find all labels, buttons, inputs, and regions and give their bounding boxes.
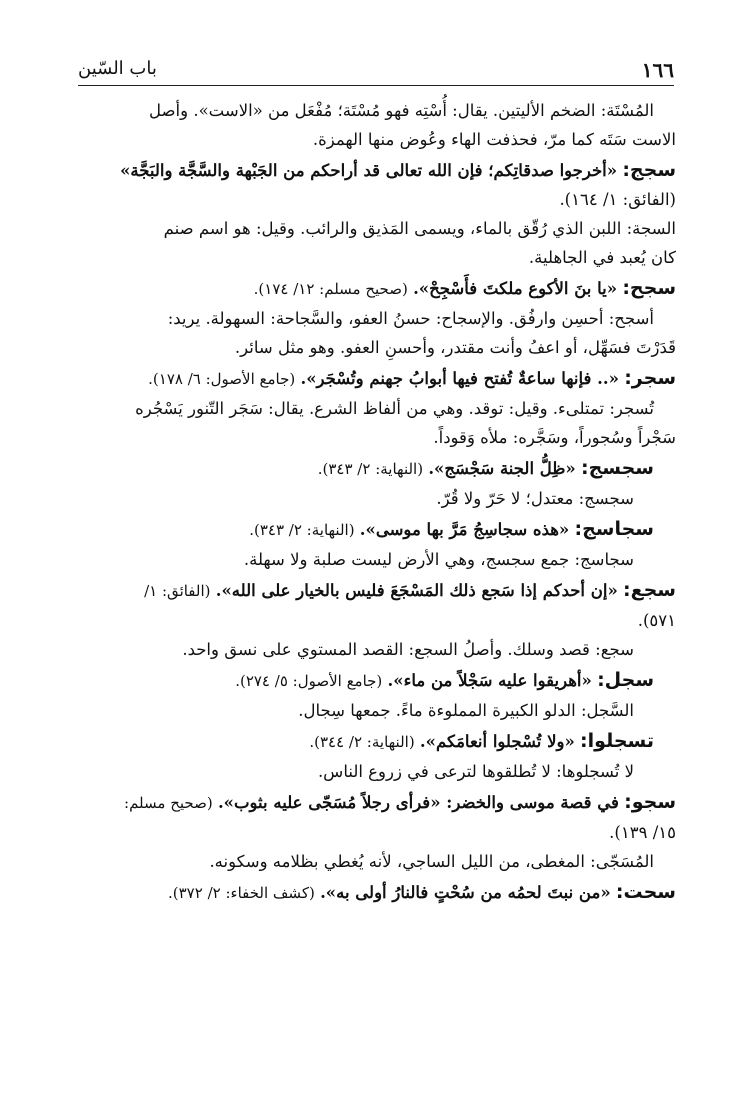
dictionary-entry xyxy=(78,515,676,545)
source-citation: (صحيح مسلم: xyxy=(124,794,213,812)
dictionary-entry xyxy=(78,878,676,908)
entry-keyword: سحت: xyxy=(615,881,676,903)
hadith-text: «من نبتَ لحمُه من سُحْتٍ فالنارُ أولى به». xyxy=(320,883,611,902)
entry-keyword: تسجلوا: xyxy=(580,730,654,752)
entry-keyword: سجسج: xyxy=(580,457,654,479)
entry-keyword: سجو: xyxy=(624,791,676,813)
text-line: سجاسج: جمع سجسج، وهي الأرض ليست صلبة ولا سهلة. xyxy=(243,550,634,569)
chapter-title: باب السّين xyxy=(78,58,157,79)
dictionary-entry xyxy=(78,727,676,757)
text-line: المُسْتَة: الضخم الأليتين. يقال: أُسْتِه فهو مُسْتَة؛ مُفْعَل من «الاست». وأصل xyxy=(149,101,654,120)
entry-keyword: سجح: xyxy=(622,277,676,299)
text-line: تُسجر: تمتلىء. وقيل: توقد. وهي من ألفاظ الشرع. يقال: سَجَر التّنور يَسْجُره xyxy=(135,399,654,418)
header-rule xyxy=(78,85,674,86)
source-citation: (النهاية: ٢/ ٣٤٣). xyxy=(317,460,424,478)
source-citation: (النهاية: ٢/ ٣٤٣). xyxy=(249,521,355,539)
entry-keyword: سجل: xyxy=(597,669,654,691)
text-line: قَدَرْتَ فسَهِّل، أو اعفُ وأنت مقتدر، وأحسنِ العفو. وهو مثل سائر. xyxy=(234,338,676,357)
entry-keyword: سجر: xyxy=(624,367,676,389)
dictionary-entry xyxy=(78,156,676,185)
hadith-text: «ولا تُسْجلوا أنعامَكم». xyxy=(419,732,575,751)
text-line: ١٥/ ١٣٩). xyxy=(609,823,676,842)
entry-keyword: سجع: xyxy=(623,579,676,601)
hadith-text: «ظِلُّ الجنة سَجْسَج». xyxy=(428,459,576,478)
dictionary-entry xyxy=(78,364,676,394)
document-body xyxy=(78,96,676,908)
hadith-text: «أخرجوا صدقاتِكم؛ فإن الله تعالى قد أراحكم من الجَبْهة والسَّجَّة والبَجَّة» xyxy=(120,161,618,180)
hadith-text: في قصة موسى والخضر: «فرأى رجلاً مُسَجّى عليه بثوب». xyxy=(217,793,619,812)
dictionary-entry xyxy=(78,576,676,606)
source-citation: (النهاية: ٢/ ٣٤٤). xyxy=(309,733,415,751)
text-line: السَّجل: الدلو الكبيرة المملوءة ماءً. جمعها سِجال. xyxy=(298,701,634,720)
text-line: كان يُعبد في الجاهلية. xyxy=(528,248,676,267)
hadith-text: «إن أحدكم إذا سَجع ذلك المَسْجَعَ فليس بالخيار على الله». xyxy=(215,581,618,600)
dictionary-entry xyxy=(78,788,676,818)
source-citation: (الفائق: ١/ xyxy=(144,582,211,600)
hadith-text: «يا بنَ الأكوع ملكتَ فأَسْجِحْ». xyxy=(413,279,618,298)
entry-keyword: سجاسج: xyxy=(574,518,654,540)
hadith-text: «أهريقوا عليه سَجْلاً من ماء». xyxy=(387,671,592,690)
hadith-text: «.. فإنها ساعةٌ تُفتح فيها أبوابُ جهنم وتُسْجَر». xyxy=(300,369,619,388)
text-line: الاست سَتَه كما مرّ، فحذفت الهاء وعُوض منها الهمزة. xyxy=(312,130,676,149)
text-line: المُسَجّى: المغطى، من الليل الساجي، لأنه يُغطي بظلامه وسكونه. xyxy=(209,852,654,871)
dictionary-entry xyxy=(78,666,676,696)
source-citation: (جامع الأصول: ٥/ ٢٧٤). xyxy=(235,672,383,690)
dictionary-entry xyxy=(78,454,676,484)
text-line: أسجح: أحسِن وارفُق. والإسجاح: حسنُ العفو، والسَّجاحة: السهولة. يريد: xyxy=(167,309,654,328)
text-line: سجسج: معتدل؛ لا حَرّ ولا قُرّ. xyxy=(436,489,634,508)
page-number: ١٦٦ xyxy=(641,58,674,82)
source-citation: (جامع الأصول: ٦/ ١٧٨). xyxy=(148,370,296,388)
source-citation: (كشف الخفاء: ٢/ ٣٧٢). xyxy=(168,884,315,902)
text-line: ٥٧١). xyxy=(637,611,676,630)
source-citation: (صحيح مسلم: ١٢/ ١٧٤). xyxy=(253,280,408,298)
entry-keyword: سجج: xyxy=(622,159,676,181)
page-header xyxy=(78,52,674,86)
text-line: سجع: قصد وسلك. وأصلُ السجع: القصد المستوي على نسق واحد. xyxy=(182,640,634,659)
text-line: سَجْراً وسُجوراً، وسَجَّره: ملأه وَقوداً. xyxy=(433,428,676,447)
text-line: (الفائق: ١/ ١٦٤). xyxy=(559,190,676,209)
hadith-text: «هذه سجاسِجُ مَرَّ بها موسى». xyxy=(359,520,570,539)
text-line: لا تُسجلوها: لا تُطلقوها لترعى في زروع الناس. xyxy=(317,762,634,781)
dictionary-entry xyxy=(78,274,676,304)
text-line: السجة: اللبن الذي رُقّق بالماء، ويسمى المَذيق والرائب. وقيل: هو اسم صنم xyxy=(163,219,676,238)
